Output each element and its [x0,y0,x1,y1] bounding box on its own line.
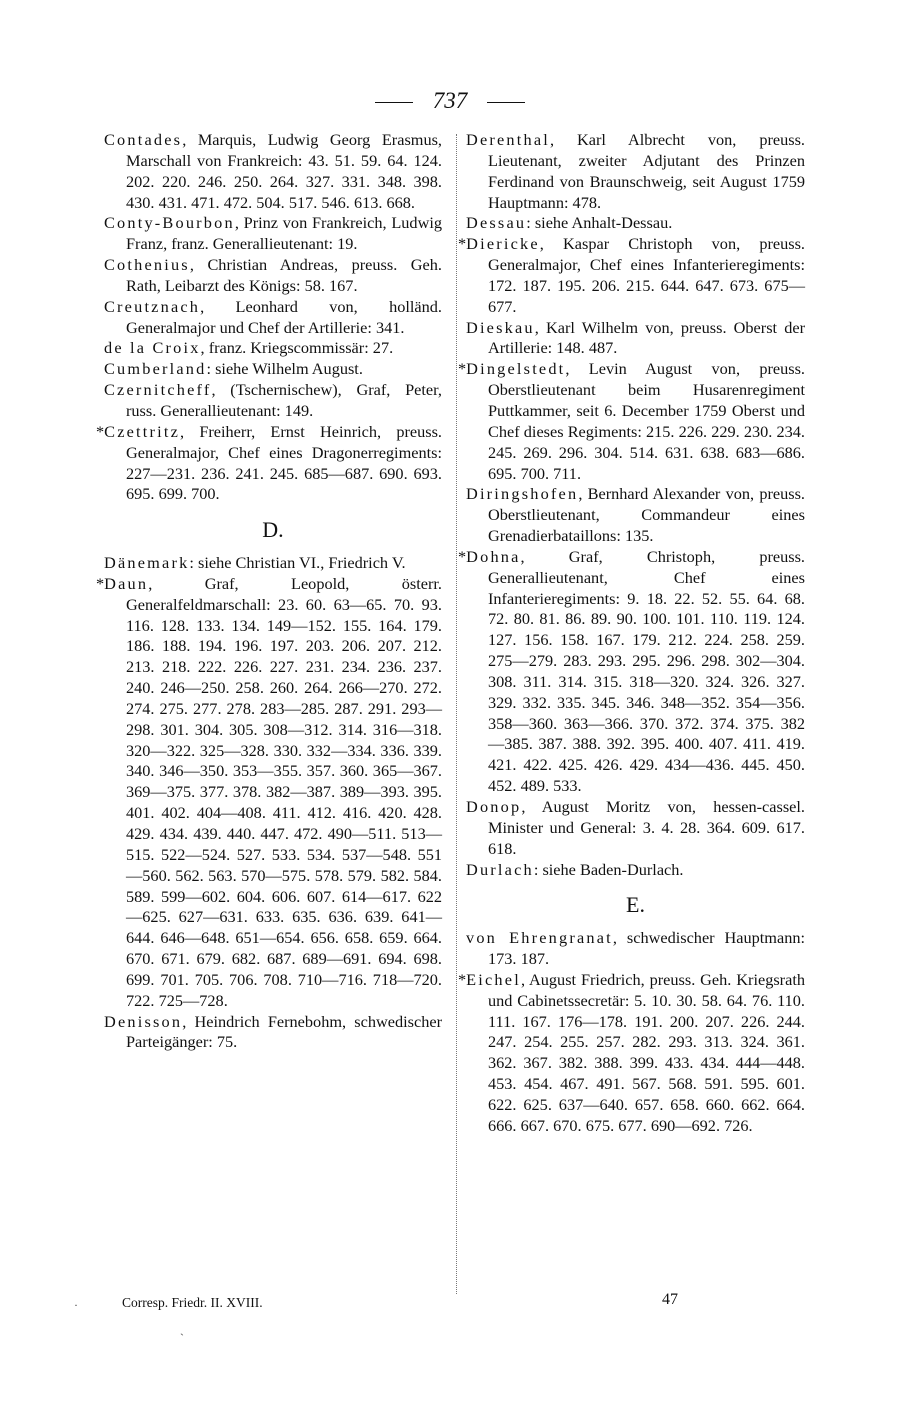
entry-text: , Leonhard von, holländ. Generalmajor und Chef der Artillerie: 341. [126,296,442,337]
footer-signature: Corresp. Friedr. II. XVIII. [122,1295,263,1310]
index-entry [458,359,805,484]
entry-text: , Levin August von, preuss. Oberstlieutenant beim Husarenregiment Puttkammer, seit 6. December 1759 Oberst und Chef dieses Regiments: 215. 226. 229. 230. 234. 245. 269. 296. 304. 514. 631. 638. 683—686. 695. 700. 711. [488,359,805,483]
entry-name: Denisson [104,1011,183,1031]
asterisk-marker: * [96,421,105,441]
entry-name: Daun [104,573,149,593]
section-heading-e: E. [626,892,645,918]
asterisk-marker: * [458,359,467,379]
index-entry [104,359,442,380]
page-header [0,88,900,114]
entry-text: , Freiherr, Ernst Heinrich, preuss. Generalmajor, Chef eines Dragonerregiments: 227—231. 236. 241. 245. 685—687. 690. 693. 695. 699. 700. [126,421,442,504]
right-entries-e [458,928,806,1136]
entry-name: Dessau [466,213,527,233]
entry-text: , Graf, Leopold, österr. Generalfeldmarschall: 23. 60. 63—65. 70. 93. 116. 128. 133. 134. 149—152. 155. 164. 179. 186. 188. 194. 196. 197. 203. 206. 207. 212. 213. 218. 222. 226. 227. 231. 234. 236. 237. 240. 246—250. 258. 260. 264. 266—270. 272. 274. 275. 277. 278. 283—285. 287. 291. 293—298. 301. 304. 305. 308—312. 314. 316—318. 320—322. 325—328. 330. 332—334. 336. 339. 340. 346—350. 353—355. 357. 360. 365—367. 369—375. 377. 378. 382—387. 389—393. 395. 401. 402. 404—408. 411. 412. 416. 420. 428. 429. 434. 439. 440. 447. 472. 490—511. 513—515. 522—524. 527. 533. 534. 537—548. 551—560. 562. 563. 570—575. 578. 579. 582. 584. 589. 599—602. 604. 606. 607. 614—617. 622—625. 627—631. 633. 635. 636. 639. 641—644. 646—648. 651—654. 656. 658. 659. 664. 670. 671. 679. 682. 687. 689—691. 694. 698. 699. 701. 705. 706. 708. 710—716. 718—720. 722. 725—728. [126,573,442,1010]
entry-name: Contades [104,130,183,149]
entry-name: Cothenius [104,255,190,275]
index-entry [466,318,805,360]
entry-name: Durlach [466,859,534,879]
header-rule-left [375,102,413,103]
entry-name: Diericke [466,234,540,254]
entry-name: Dieskau [466,317,535,337]
entry-name: Creutznach [104,296,201,316]
index-entry [104,1012,442,1054]
entry-name: Donop [466,797,522,816]
entry-name: Czernitcheff [104,380,212,400]
entry-name: Cumberland [104,359,207,379]
entry-text: , Marquis, Ludwig Georg Erasmus, Marschall von Frankreich: 43. 51. 59. 64. 124. 202. 220. 246. 250. 264. 327. 331. 348. 398. 430. 431. 471. 472. 504. 517. 546. 613. 668. [126,130,442,212]
index-entry [466,130,805,213]
index-entry [104,380,442,422]
index-entry [104,130,442,213]
entry-text: , Christian Andreas, preuss. Geh. Rath, Leibarzt des Königs: 58. 167. [126,255,442,295]
entry-name: von Ehrengranat [466,928,613,948]
asterisk-marker: * [458,234,467,254]
entry-text: , Karl Wilhelm von, preuss. Oberst der Artillerie: 148. 487. [488,317,805,358]
entry-text: , Graf, Christoph, preuss. Generallieutenant, Chef eines Infanterieregiments: 9. 18. 22. 52. 55. 64. 68. 72. 80. 81. 86. 89. 90. 100. 101. 110. 119. 124. 127. 156. 158. 167. 179. 212. 224. 258. 259. 275—279. 283. 293. 295. 296. 298. 302—304. 308. 311. 314. 315. 318—320. 324. 326. 327. 329. 332. 335. 345. 346. 348—352. 354—356. 358—360. 363—366. 370. 372. 374. 375. 382—385. 387. 388. 392. 395. 400. 407. 411. 419. 421. 422. 425. 426. 429. 434—436. 445. 450. 452. 489. 533. [488,546,805,796]
entry-name: Dänemark [104,553,190,573]
index-entry [458,546,805,797]
index-entry [104,213,442,255]
header-rule-right [487,102,525,103]
entry-text: : siehe Anhalt-Dessau. [526,213,673,233]
right-column [458,130,806,1137]
asterisk-marker: * [458,969,467,989]
index-entry [96,573,442,1012]
index-entry [104,553,442,574]
entry-text: , (Tschernischew), Graf, Peter, russ. Generallieutenant: 149. [126,380,442,420]
entry-text: : siehe Wilhelm August. [206,359,363,379]
scan-speck: · [74,1298,78,1312]
index-entry [466,484,805,547]
section-heading-d: D. [262,517,284,543]
entry-text: , franz. Kriegscommissär: 27. [200,338,394,358]
entry-text: : siehe Baden-Durlach. [533,859,684,879]
entry-name: Czettritz [104,421,180,441]
entry-text: , Prinz von Frankreich, Ludwig Franz, franz. Generallieutenant: 19. [126,213,442,254]
entry-text: , Kaspar Christoph von, preuss. Generalmajor, Chef eines Infanterieregiments: 172. 187. 195. 206. 215. 644. 647. 673. 675—677. [488,234,805,316]
entry-text: , August Friedrich, preuss. Geh. Kriegsrath und Cabinetssecretär: 5. 10. 30. 58. 64. 76. 110. 111. 167. 176—178. 191. 200. 207. 226. 244. 247. 254. 255. 257. 282. 293. 313. 324. 361. 362. 367. 382. 388. 399. 433. 434. 444—448. 453. 454. 467. 491. 567. 568. 591. 595. 601. 622. 625. 637—640. 657. 658. 660. 662. 664. 666. 667. 670. 675. 677. 690—692. 726. [488,969,805,1135]
index-entry [466,213,805,234]
index-entry [458,234,805,317]
index-entry [466,797,805,860]
entry-name: Diringshofen [466,484,579,504]
entry-name: Derenthal [466,130,550,149]
entry-name: Eichel [466,969,521,989]
index-entry [104,338,442,359]
entry-name: Dohna [466,546,521,566]
index-entry [466,928,805,970]
left-entries-d [96,553,442,1053]
index-entry [458,969,805,1137]
entry-text: , August Moritz von, hessen-cassel. Minister und General: 3. 4. 28. 364. 609. 617. 618. [488,797,805,858]
index-entry [466,860,805,881]
left-column [96,130,442,1053]
index-entry [104,255,442,297]
index-entry [96,421,442,505]
entry-name: Conty-Bourbon [104,213,235,233]
column-divider [456,134,457,1294]
left-entries-c [96,130,442,505]
entry-text: , Karl Albrecht von, preuss. Lieutenant, zweiter Adjutant des Prinzen Ferdinand von Braunschweig, seit August 1759 Hauptmann: 478. [488,130,805,212]
entry-text: , Bernhard Alexander von, preuss. Oberstlieutenant, Commandeur eines Grenadierbataillons: 135. [488,484,805,546]
entry-text: , Heindrich Fernebohm, schwedischer Parteigänger: 75. [126,1011,442,1052]
entry-name: de la Croix [104,338,201,358]
entry-text: , schwedischer Hauptmann: 173. 187. [488,928,806,969]
page-number: 737 [432,88,468,113]
entry-text: : siehe Christian VI., Friedrich V. [189,553,406,573]
footer-sheet-number: 47 [662,1291,678,1308]
asterisk-marker: * [458,546,467,566]
entry-name: Dingelstedt [466,359,566,379]
asterisk-marker: * [96,573,105,593]
scan-speck: ˎ [180,1322,184,1336]
right-entries-d [458,130,805,880]
index-entry [104,297,442,339]
